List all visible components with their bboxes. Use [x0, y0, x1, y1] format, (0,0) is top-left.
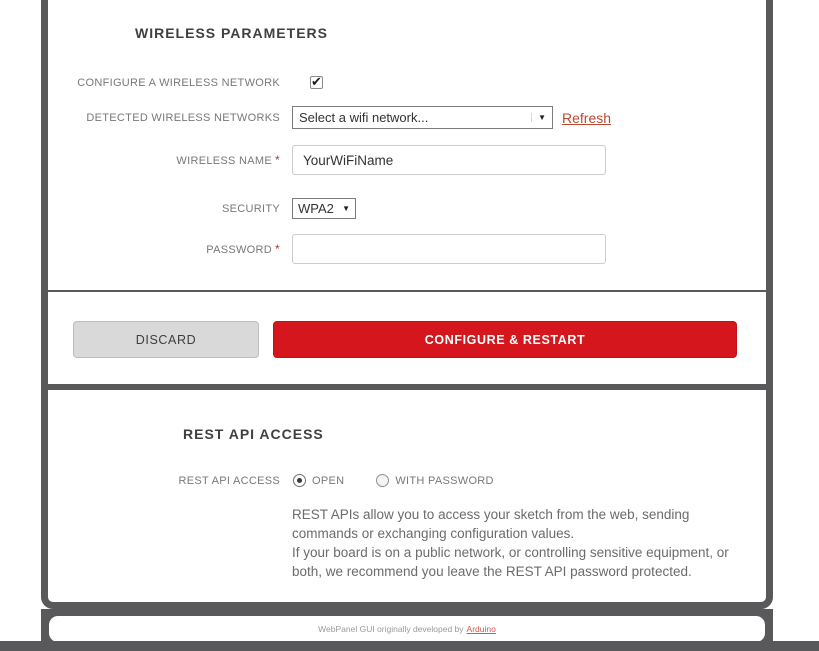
arduino-link[interactable]: Arduino	[466, 624, 496, 634]
open-radio-label: OPEN	[312, 474, 345, 487]
content-frame	[41, 0, 773, 651]
required-asterisk: *	[275, 242, 280, 256]
security-select[interactable]	[292, 198, 356, 219]
password-input[interactable]	[292, 234, 606, 264]
password-label: PASSWORD *	[206, 242, 280, 256]
discard-button[interactable]: DISCARD	[73, 321, 259, 358]
footer-credit-text: WebPanel GUI originally developed by	[318, 624, 464, 634]
refresh-link[interactable]: Refresh	[562, 109, 612, 126]
security-label: SECURITY	[221, 202, 280, 215]
with-password-radio[interactable]	[376, 474, 389, 487]
chevron-down-icon: ▼	[342, 204, 350, 213]
rest-api-title: REST API ACCESS	[183, 426, 324, 442]
chevron-down-icon: ▼	[531, 113, 546, 122]
required-asterisk: *	[275, 153, 280, 167]
configure-network-label: CONFIGURE A WIRELESS NETWORK	[77, 76, 280, 89]
wireless-name-label: WIRELESS NAME *	[176, 153, 280, 167]
wireless-parameters-section	[48, 0, 766, 290]
wifi-network-select[interactable]	[292, 106, 553, 129]
detected-networks-label: DETECTED WIRELESS NETWORKS	[86, 111, 280, 124]
rest-api-description-line1: REST APIs allow you to access your sketch from the web, sending commands or exchanging configuration values.	[292, 507, 690, 541]
wifi-network-select-value: Select a wifi network...	[299, 110, 429, 125]
detected-networks-row	[48, 106, 766, 129]
with-password-radio-label: WITH PASSWORD	[395, 474, 494, 487]
wireless-name-row	[48, 145, 766, 175]
page-bottom-strip	[0, 641, 819, 651]
footer-bar	[49, 616, 765, 642]
rest-api-description	[292, 505, 744, 581]
wireless-name-input[interactable]	[292, 145, 606, 175]
rest-api-access-row	[48, 474, 766, 487]
rest-api-access-label: REST API ACCESS	[178, 474, 280, 487]
open-radio[interactable]	[293, 474, 306, 487]
settings-panel	[41, 0, 773, 609]
security-row	[48, 198, 766, 219]
password-row	[48, 234, 766, 264]
configure-restart-button[interactable]: CONFIGURE & RESTART	[273, 321, 737, 358]
rest-api-description-line2: If your board is on a public network, or controlling sensitive equipment, or both, we recommend you leave the REST API password protected.	[292, 545, 729, 579]
rest-api-section	[48, 390, 766, 602]
configure-network-row	[48, 76, 766, 89]
security-select-value: WPA2	[298, 201, 334, 216]
wireless-parameters-title: WIRELESS PARAMETERS	[135, 25, 328, 41]
action-buttons-row	[48, 292, 766, 384]
configure-network-checkbox[interactable]	[310, 76, 323, 89]
